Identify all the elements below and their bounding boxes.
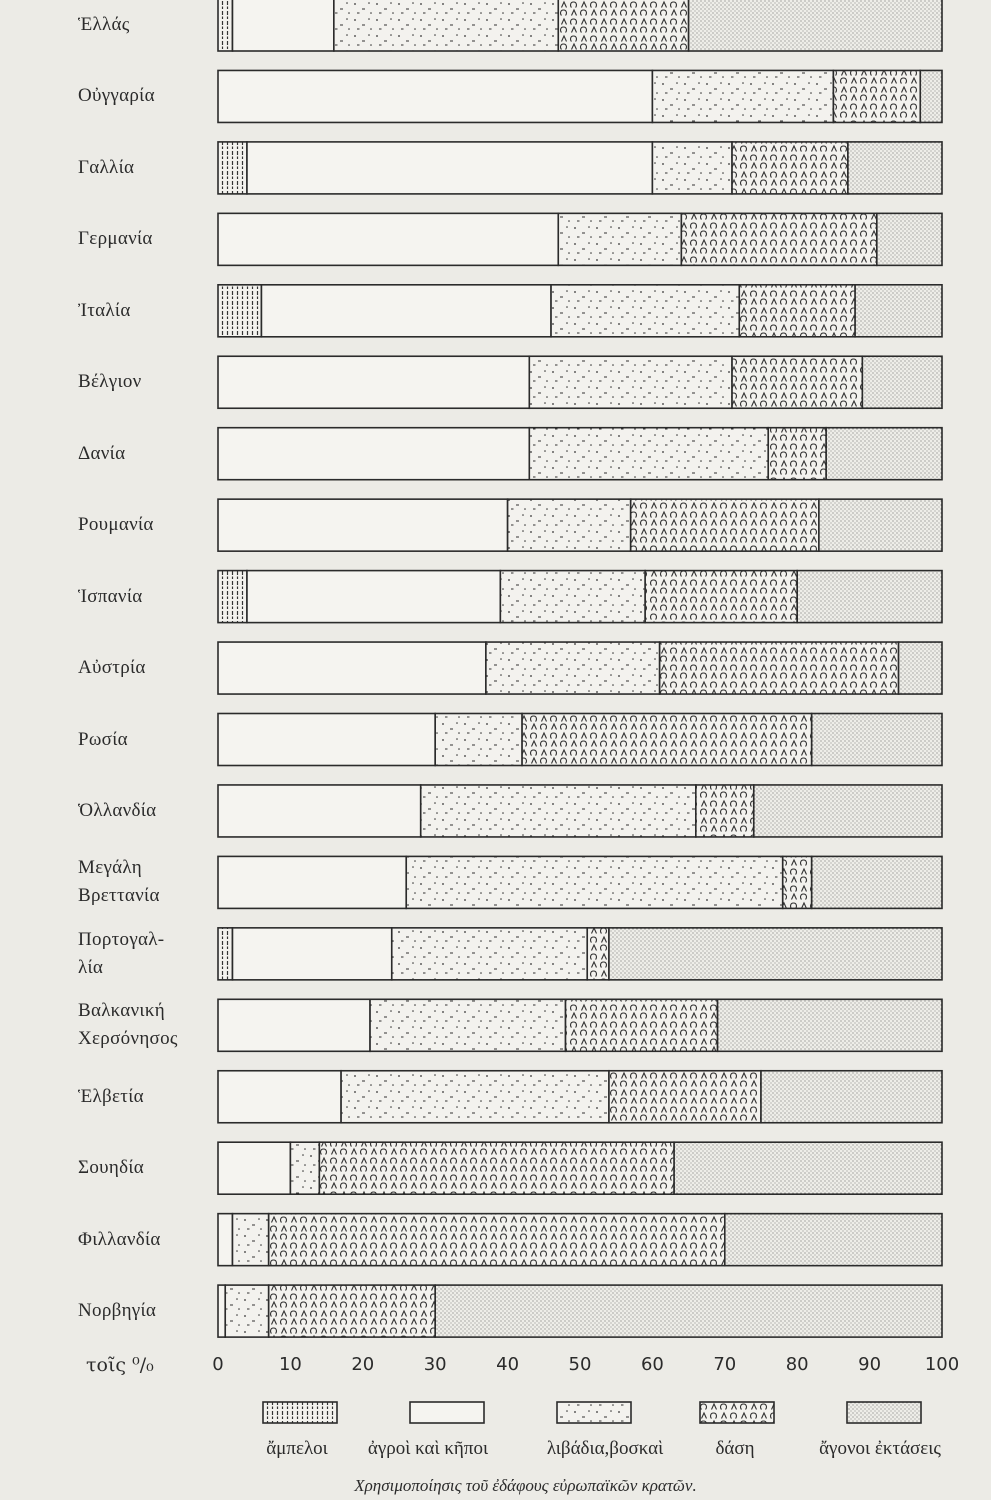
bar-segment-fields-gardens-0: [232, 0, 333, 51]
x-tick-label: 40: [496, 1354, 520, 1375]
bar-13: [218, 928, 942, 980]
bar-segment-barren-land-15: [761, 1071, 942, 1123]
bar-segment-fields-gardens-16: [218, 1142, 290, 1194]
country-label: Νορβηγία: [78, 1300, 157, 1322]
country-label: Ὁλλανδία: [78, 799, 157, 821]
bar-segment-barren-land-2: [848, 142, 942, 194]
legend-swatch-vineyards: [263, 1402, 337, 1423]
bar-segment-barren-land-12: [812, 856, 942, 908]
bar-segment-fields-gardens-14: [218, 999, 370, 1051]
bar-segment-meadows-pastures-3: [558, 213, 681, 265]
country-label: Πορτογαλ- λία: [78, 928, 165, 978]
bar-4: [218, 285, 942, 337]
country-label: Ρωσία: [78, 728, 128, 750]
x-tick-label: 80: [785, 1354, 809, 1375]
bar-segment-meadows-pastures-7: [508, 499, 631, 551]
country-label: Μεγάλη Βρεττανία: [78, 857, 160, 907]
bar-segment-meadows-pastures-11: [421, 785, 696, 837]
x-tick-label: 90: [858, 1354, 882, 1375]
country-label: Βέλγιον: [78, 371, 142, 393]
bar-segment-fields-gardens-13: [232, 928, 391, 980]
bar-segment-fields-gardens-12: [218, 856, 406, 908]
bar-segment-meadows-pastures-12: [406, 856, 782, 908]
bar-segment-fields-gardens-17: [218, 1214, 232, 1266]
bar-6: [218, 428, 942, 480]
chart-caption: Χρησιμοποίησις τοῦ ἐδάφους εὐρωπαϊκῶν κρατῶν.: [354, 1476, 697, 1495]
bar-segment-meadows-pastures-18: [225, 1285, 268, 1337]
bar-0: [218, 0, 942, 51]
bar-segment-fields-gardens-4: [261, 285, 551, 337]
legend-swatch-barren-land: [847, 1402, 921, 1423]
bar-segment-meadows-pastures-16: [290, 1142, 319, 1194]
bar-segment-fields-gardens-7: [218, 499, 508, 551]
bar-segment-fields-gardens-6: [218, 428, 529, 480]
bar-segment-meadows-pastures-0: [334, 0, 558, 51]
bar-segment-forests-1: [833, 70, 920, 122]
bar-segment-meadows-pastures-14: [370, 999, 565, 1051]
bar-7: [218, 499, 942, 551]
bar-segment-meadows-pastures-10: [435, 714, 522, 766]
bar-segment-forests-13: [587, 928, 609, 980]
bar-11: [218, 785, 942, 837]
country-label: Ἑλλάς: [78, 14, 130, 35]
bar-segment-barren-land-6: [826, 428, 942, 480]
bar-segment-fields-gardens-8: [247, 571, 500, 623]
country-label: Ρουμανία: [78, 514, 154, 536]
bar-segment-meadows-pastures-13: [392, 928, 587, 980]
bar-segment-forests-7: [631, 499, 819, 551]
bar-segment-forests-11: [696, 785, 754, 837]
legend-label-forests: δάση: [715, 1438, 755, 1459]
bar-17: [218, 1214, 942, 1266]
bar-segment-fields-gardens-3: [218, 213, 558, 265]
bar-segment-meadows-pastures-8: [500, 571, 645, 623]
bar-segment-fields-gardens-11: [218, 785, 421, 837]
x-tick-label: 100: [924, 1354, 960, 1375]
bar-segment-forests-8: [645, 571, 797, 623]
bar-1: [218, 70, 942, 122]
bar-segment-barren-land-8: [797, 571, 942, 623]
bar-segment-fields-gardens-2: [247, 142, 652, 194]
bar-segment-barren-land-10: [812, 714, 942, 766]
bar-segment-barren-land-13: [609, 928, 942, 980]
bar-segment-barren-land-14: [718, 999, 942, 1051]
bar-18: [218, 1285, 942, 1337]
bar-segment-fields-gardens-10: [218, 714, 435, 766]
bar-segment-forests-6: [768, 428, 826, 480]
country-label: Φιλλανδία: [78, 1228, 161, 1250]
legend-label-vineyards: ἄμπελοι: [266, 1438, 328, 1459]
country-label: Αὐστρία: [78, 657, 146, 679]
x-tick-label: 20: [351, 1354, 375, 1375]
x-tick-label: 50: [568, 1354, 592, 1375]
country-label: Ἰταλία: [78, 299, 131, 321]
legend-label-meadows-pastures: λιβάδια,βοσκαὶ: [546, 1438, 664, 1459]
bar-segment-vineyards-8: [218, 571, 247, 623]
bar-segment-forests-0: [558, 0, 688, 51]
bar-segment-barren-land-9: [899, 642, 942, 694]
bar-15: [218, 1071, 942, 1123]
bar-segment-forests-12: [783, 856, 812, 908]
x-tick-label: 10: [278, 1354, 302, 1375]
bar-segment-meadows-pastures-1: [652, 70, 833, 122]
bar-segment-forests-10: [522, 714, 812, 766]
bar-segment-forests-15: [609, 1071, 761, 1123]
bar-segment-fields-gardens-15: [218, 1071, 341, 1123]
bar-segment-meadows-pastures-4: [551, 285, 739, 337]
bar-segment-meadows-pastures-9: [486, 642, 660, 694]
bar-14: [218, 999, 942, 1051]
bar-10: [218, 714, 942, 766]
bar-segment-meadows-pastures-5: [529, 356, 732, 408]
bar-segment-barren-land-18: [435, 1285, 942, 1337]
bar-9: [218, 642, 942, 694]
legend-swatch-meadows-pastures: [557, 1402, 631, 1423]
bar-segment-forests-17: [269, 1214, 725, 1266]
x-tick-label: 30: [423, 1354, 447, 1375]
bar-8: [218, 571, 942, 623]
bar-segment-meadows-pastures-6: [529, 428, 768, 480]
bar-segment-forests-5: [732, 356, 862, 408]
bar-segment-fields-gardens-9: [218, 642, 486, 694]
country-label: Σουηδία: [78, 1157, 145, 1179]
bar-5: [218, 356, 942, 408]
bar-segment-barren-land-11: [754, 785, 942, 837]
country-label: Γερμανία: [78, 228, 153, 250]
bars-group: [218, 0, 942, 1337]
bar-segment-barren-land-3: [877, 213, 942, 265]
legend-label-barren-land: ἄγονοι ἐκτάσεις: [819, 1438, 941, 1459]
bar-16: [218, 1142, 942, 1194]
bar-segment-barren-land-0: [689, 0, 942, 51]
bar-segment-barren-land-7: [819, 499, 942, 551]
bar-3: [218, 213, 942, 265]
x-tick-label: 60: [640, 1354, 664, 1375]
bar-segment-vineyards-2: [218, 142, 247, 194]
bar-segment-fields-gardens-5: [218, 356, 529, 408]
bar-segment-forests-2: [732, 142, 848, 194]
bar-segment-forests-9: [660, 642, 899, 694]
x-tick-label: 0: [212, 1354, 224, 1375]
bar-segment-barren-land-1: [920, 70, 942, 122]
x-tick-label: 70: [713, 1354, 737, 1375]
country-label: Δανία: [78, 442, 126, 464]
bar-segment-barren-land-16: [674, 1142, 942, 1194]
bar-segment-forests-14: [566, 999, 718, 1051]
bar-segment-meadows-pastures-2: [652, 142, 732, 194]
country-label: Ἑλβετία: [78, 1085, 144, 1107]
legend-swatch-fields-gardens: [410, 1402, 484, 1423]
bar-segment-fields-gardens-18: [218, 1285, 225, 1337]
bar-segment-vineyards-4: [218, 285, 261, 337]
bar-segment-forests-16: [319, 1142, 674, 1194]
country-label: Γαλλία: [78, 156, 135, 178]
bar-segment-forests-18: [269, 1285, 436, 1337]
bar-segment-barren-land-17: [725, 1214, 942, 1266]
legend-swatch-forests: [700, 1402, 774, 1423]
country-label: Οὐγγαρία: [78, 85, 155, 107]
bar-segment-vineyards-0: [218, 0, 232, 51]
legend-label-fields-gardens: ἀγροὶ καὶ κῆποι: [367, 1438, 489, 1459]
bar-segment-forests-3: [681, 213, 876, 265]
bar-2: [218, 142, 942, 194]
bar-segment-barren-land-4: [855, 285, 942, 337]
bar-segment-vineyards-13: [218, 928, 232, 980]
country-label: Ἱσπανία: [78, 585, 143, 607]
bar-segment-forests-4: [739, 285, 855, 337]
x-axis-label: τοῖς ⁰/₀: [86, 1354, 154, 1376]
legend-boxes: [263, 1402, 921, 1423]
bar-segment-meadows-pastures-17: [232, 1214, 268, 1266]
bar-segment-barren-land-5: [862, 356, 942, 408]
bar-12: [218, 856, 942, 908]
bar-segment-fields-gardens-1: [218, 70, 652, 122]
bar-segment-meadows-pastures-15: [341, 1071, 609, 1123]
country-label: Βαλκανική Χερσόνησος: [78, 1000, 178, 1050]
